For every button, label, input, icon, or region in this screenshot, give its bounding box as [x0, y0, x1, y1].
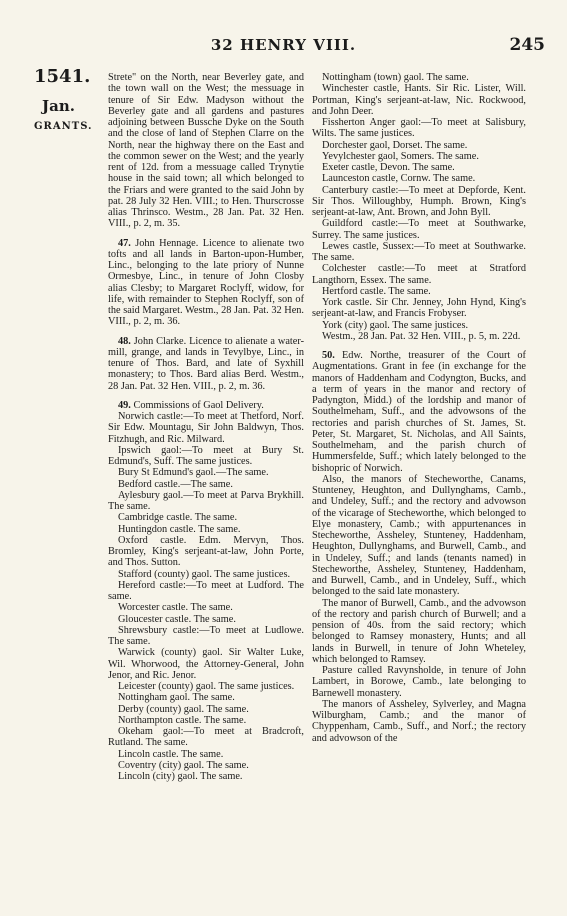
entry-paragraph	[108, 336, 304, 392]
sub-paragraph: Shrewsbury castle:—To meet at Ludlowe. The same.	[108, 624, 304, 647]
sub-paragraph: Gloucester castle. The same.	[118, 613, 236, 625]
sub-paragraph: Launceston castle, Cornw. The same.	[322, 173, 476, 185]
entry-text: Edw. Northe, treasurer of the Court of Augmentations. Grant in fee (in exchange for the manors of Haddenham and Codyngton, Bucks, and a term of years in the manor and rectory of Padyngton, Midd.) of the lordship and manor of Southelmeham, Suff., and the advowsons of the rectories and parish churches of St. James, St. Peter, St. Margaret, St. Nicholas, and All Saints, Southelmeham, and the parish church of Hummersfelde, Suff.; which lately belonged to the bishopric of Norwich.	[312, 350, 526, 474]
sub-paragraph: Nottingham gaol. The same.	[118, 692, 235, 704]
sub-paragraph: Bedford castle.—The same.	[118, 478, 233, 490]
sub-paragraph: Lincoln (city) gaol. The same.	[118, 771, 243, 782]
sub-paragraph: Leicester (county) gaol. The same justices.	[118, 681, 295, 692]
sub-paragraph: York castle. Sir Chr. Jenney, John Hynd, King's serjeant-at-law, and Francis Frobyser.	[312, 297, 526, 320]
right-text-column	[312, 72, 526, 744]
entry-number: 48.	[118, 335, 134, 347]
sub-paragraph: Norwich castle:—To meet at Thetford, Norf. Sir Edw. Mountagu, Sir John Baldwyn, Thos. Fitzhugh, and Ric. Milward.	[108, 411, 304, 445]
sub-paragraph: Fissherton Anger gaol:—To meet at Salisbury, Wilts. The same justices.	[312, 117, 526, 140]
margin-year: 1541.	[34, 66, 91, 87]
sub-paragraph: Ipswich gaol:—To meet at Bury St. Edmund's, Suff. The same justices.	[108, 444, 304, 467]
sub-paragraph: Coventry (city) gaol. The same.	[118, 759, 249, 771]
sub-paragraph: Bury St Edmund's gaol.—The same.	[118, 467, 269, 479]
margin-notes	[34, 66, 104, 132]
entry-paragraph	[108, 400, 304, 411]
page-header	[0, 36, 567, 56]
margin-section-label: GRANTS.	[34, 121, 93, 132]
sub-paragraph: York (city) gaol. The same justices.	[322, 319, 469, 331]
sub-paragraph: Guildford castle:—To meet at Southwarke, Surrey. The same justices.	[312, 218, 526, 241]
sub-paragraph: Northampton castle. The same.	[118, 714, 247, 726]
sub-paragraph: Also, the manors of Stecheworthe, Canams, Stunteney, Heughton, and Dullynghams, Camb., and Undeley, Suff.; and the rectory and advowson of the vicarage of Stecheworthe, which belonged to Elye monastery, Camb.; with appurtenances in Stecheworthe, Assheley, Stunteney, Haddenham, Heughton, Dullynghams, and Burwell, Camb., and in Undeley, Suff.; and lands (tenants named) in Stecheworthe, Assheley, Stunteney, Haddenham, and Burwell, Camb., and in Undeley, Suff., which belonged to the said late monastery.	[312, 473, 526, 598]
sub-paragraph: Stafford (county) gaol. The same justices.	[118, 568, 291, 580]
entry-text: John Hennage. Licence to alienate two tofts and all lands in Barton-upon-Humber, Linc., belonging to the late priory of Nunne Ormesbye, Linc., in tenure of John Closby alias Clesby; to Margaret Roclyff, widow, for life, with remainder to Stephen Roclyff, son of the said Margaret. Westm., 28 Jan. Pat. 32 Hen. VIII., p. 2, m. 36.	[108, 237, 304, 328]
margin-month: Jan.	[42, 97, 75, 115]
page-number: 245	[509, 35, 545, 55]
sub-paragraph: Derby (county) gaol. The same.	[118, 703, 249, 715]
sub-paragraph: Huntingdon castle. The same.	[118, 523, 241, 535]
sub-paragraph: Lewes castle, Sussex:—To meet at Southwarke. The same.	[312, 240, 526, 263]
sub-paragraph: Aylesbury gaol.—To meet at Parva Brykhill. The same.	[108, 489, 304, 512]
running-title: 32 HENRY VIII.	[210, 36, 357, 54]
sub-paragraph: The manors of Assheley, Sylverley, and Magna Wilburgham, Camb.; and the manor of Chyppenham, Camb., Suff., and Norf.; the rectory and advowson of the	[312, 698, 526, 744]
sub-paragraph: Colchester castle:—To meet at Stratford Langthorn, Essex. The same.	[312, 263, 526, 286]
sub-paragraph: Exeter castle, Devon. The same.	[322, 162, 455, 173]
entry-text: John Clarke. Licence to alienate a water-mill, grange, and lands in Tevylbye, Linc., in tenure of Thos. Bard, and late of Syxhill monastery; to Thos. Bard alias Berd. Westm., 28 Jan. Pat. 32 Hen. VIII., p. 2, m. 36.	[108, 335, 304, 392]
sub-paragraph: Nottingham (town) gaol. The same.	[322, 72, 469, 83]
sub-paragraph: Yevylchester gaol, Somers. The same.	[322, 150, 479, 162]
entry-number: 47.	[118, 237, 136, 249]
sub-paragraph: Cambridge castle. The same.	[118, 512, 238, 524]
sub-paragraph: Oxford castle. Edm. Mervyn, Thos. Bromley, King's serjeant-at-law, John Porte, and Thos. Sutton.	[108, 534, 304, 569]
sub-paragraph: Dorchester gaol, Dorset. The same.	[322, 139, 468, 151]
entry-paragraph	[108, 238, 304, 328]
sub-paragraph: The manor of Burwell, Camb., and the advowson of the rectory and parish church of Burwell; and a pension of 40s. from the said rectory; which belonged to Ramsey monastery, Hunts; and all lands in Burwell, in tenure of John Wheteley, which belonged to Ramsey.	[312, 597, 526, 665]
continued-paragraph: Strete" on the North, near Beverley gate, and the town wall on the West; the messuage in tenure of Sir Edw. Madyson without the Beverley gate and all gardens and pastures adjoining between Bussche Dyke on the South and the close of land of Stephen Clarre on the North, near the highway there on the East and the common sewer on the West; and the yearly rent of 12d. from a messuage called Trynytie house in the said town; all which belonged to the Friars and were granted to the said John by pat. 28 July 32 Hen. VIII.; to Hen. Thurscrosse alias Thrinsco. Westm., 28 Jan. Pat. 32 Hen. VIII., p. 2, m. 35.	[108, 72, 304, 230]
sub-paragraph: Hertford castle. The same.	[322, 285, 431, 297]
entry-number: 50.	[322, 350, 343, 361]
sub-paragraph: Lincoln castle. The same.	[118, 748, 224, 760]
sub-paragraph: Warwick (county) gaol. Sir Walter Luke, Wil. Whorwood, the Attorney-General, John Jenor, and Ric. Jenor.	[108, 647, 304, 681]
entry-paragraph	[312, 350, 526, 474]
sub-paragraph: Westm., 28 Jan. Pat. 32 Hen. VIII., p. 5, m. 22d.	[322, 330, 521, 342]
sub-paragraph: Canterbury castle:—To meet at Depforde, Kent. Sir Thos. Willoughby, Humph. Brown, King's serjeant-at-law, Ant. Brown, and John Byll.	[312, 184, 526, 218]
entry-number: 49.	[118, 399, 134, 411]
left-text-column	[108, 72, 304, 782]
sub-paragraph: Worcester castle. The same.	[118, 602, 233, 614]
entry-text: Commissions of Gaol Delivery.	[133, 399, 264, 411]
sub-paragraph: Okeham gaol:—To meet at Bradcroft, Rutland. The same.	[108, 726, 304, 749]
sub-paragraph: Winchester castle, Hants. Sir Ric. Lister, Will. Portman, King's serjeant-at-law, Nic. Rockwood, and John Deer.	[312, 83, 526, 117]
sub-paragraph: Hereford castle:—To meet at Ludford. The same.	[108, 579, 304, 602]
sub-paragraph: Pasture called Ravynsholde, in tenure of John Lambert, in Borowe, Camb., late belonging to Barnewell monastery.	[312, 665, 526, 699]
